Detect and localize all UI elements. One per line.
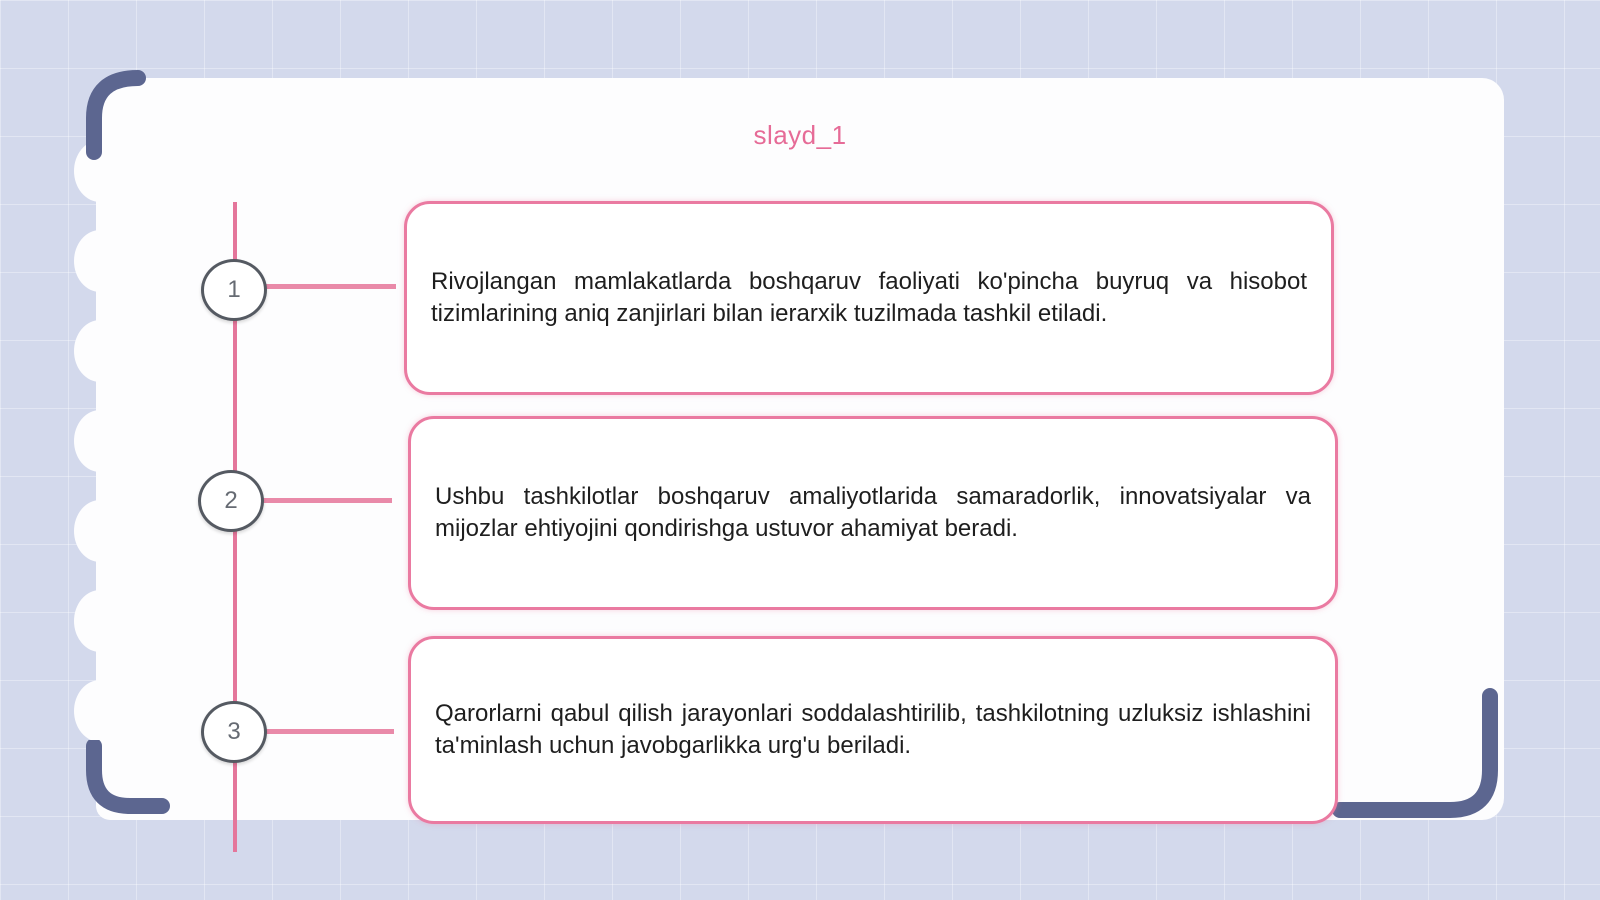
card-text: Ushbu tashkilotlar boshqaruv amaliyotlarida samaradorlik, innovatsiyalar va mijozlar ehtiyojini qondirishga ustuvor ahamiyat beradi. [435,483,1311,542]
step-number: 3 [227,718,241,745]
bracket-corner-bottom-right [1330,688,1510,828]
timeline-connector [266,284,396,289]
timeline-connector [266,729,394,734]
paper-scallop [74,500,126,562]
timeline-step-1-marker [201,259,267,321]
paper-scallop [74,680,126,742]
timeline-step-2-marker [198,470,264,532]
step-number: 2 [224,487,238,514]
timeline-card-1 [404,201,1334,395]
paper-scallop [74,410,126,472]
timeline-step-3-marker [201,701,267,763]
paper-scallop [74,230,126,292]
timeline-connector [262,498,392,503]
bracket-corner-bottom-left [86,740,176,830]
card-text: Qarorlarni qabul qilish jarayonlari soddalashtirilib, tashkilotning uzluksiz ishlashini ta'minlash uchun javobgarlikka urg'u beriladi. [435,700,1311,759]
step-number: 1 [227,276,241,303]
timeline-card-3 [408,636,1338,824]
paper-scallop [74,590,126,652]
paper-scallop [74,320,126,382]
card-text: Rivojlangan mamlakatlarda boshqaruv faoliyati ko'pincha buyruq va hisobot tizimlarining aniq zanjirlari bilan ierarxik tuzilmada tashkil etiladi. [431,268,1307,327]
timeline-card-2 [408,416,1338,610]
slide-title: slayd_1 [753,120,847,150]
